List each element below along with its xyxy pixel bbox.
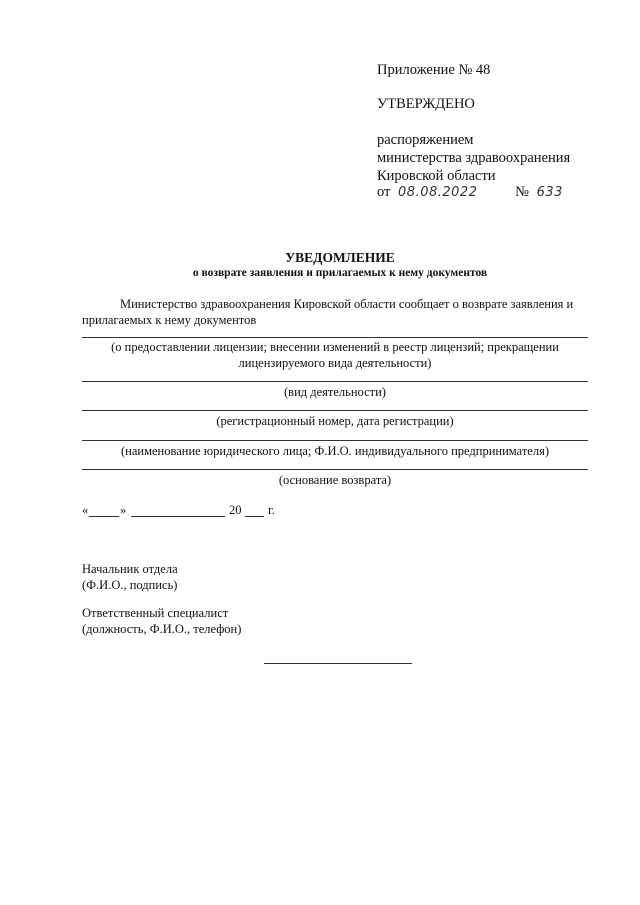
approval-line-2: министерства здравоохранения	[377, 150, 571, 166]
intro-text-line-1: Министерство здравоохранения Кировской области сообщает о возврате заявления и	[120, 297, 574, 311]
approval-line-1: распоряжением	[377, 132, 474, 148]
field-caption-1a: (о предоставлении лицензии; внесении изменений в реестр лицензий; прекращении	[111, 340, 559, 354]
date-year-blank	[245, 516, 264, 517]
date-year-prefix: 20	[229, 503, 242, 517]
field-caption-1b: лицензируемого вида деятельности)	[238, 356, 432, 370]
document-title: УВЕДОМЛЕНИЕ	[285, 250, 395, 265]
head-of-department-sub: (Ф.И.О., подпись)	[82, 578, 178, 592]
date-year-suffix: г.	[268, 503, 275, 517]
field-line-2	[82, 381, 588, 382]
field-line-4	[82, 440, 588, 441]
number-label: №	[515, 184, 529, 200]
appendix-number: Приложение № 48	[377, 62, 491, 78]
head-of-department-title: Начальник отдела	[82, 562, 178, 576]
field-caption-2: (вид деятельности)	[284, 385, 386, 399]
date-open-quote: «	[82, 503, 89, 517]
handwritten-number: 633	[536, 185, 563, 200]
responsible-specialist-sub: (должность, Ф.И.О., телефон)	[82, 622, 242, 636]
date-close-quote: »	[120, 503, 127, 517]
field-line-3	[82, 410, 588, 411]
date-month-blank	[131, 516, 225, 517]
from-label: от	[377, 184, 391, 200]
document-subtitle: о возврате заявления и прилагаемых к нему документов	[192, 267, 488, 279]
field-caption-4: (наименование юридического лица; Ф.И.О. индивидуального предпринимателя)	[120, 444, 549, 458]
field-line-5	[82, 469, 588, 470]
approval-line-3: Кировской области	[377, 168, 496, 184]
date-day-blank	[89, 516, 119, 517]
field-caption-3: (регистрационный номер, дата регистрации)	[216, 414, 454, 428]
field-caption-5: (основание возврата)	[278, 473, 392, 487]
responsible-specialist-title: Ответственный специалист	[82, 606, 229, 620]
approved-label: УТВЕРЖДЕНО	[377, 96, 475, 112]
bottom-separator-line	[264, 663, 412, 664]
approval-date-row	[377, 184, 563, 201]
field-line-1	[82, 337, 588, 338]
intro-text-line-2: прилагаемых к нему документов	[82, 313, 257, 327]
handwritten-date: 08.08.2022	[398, 185, 478, 200]
